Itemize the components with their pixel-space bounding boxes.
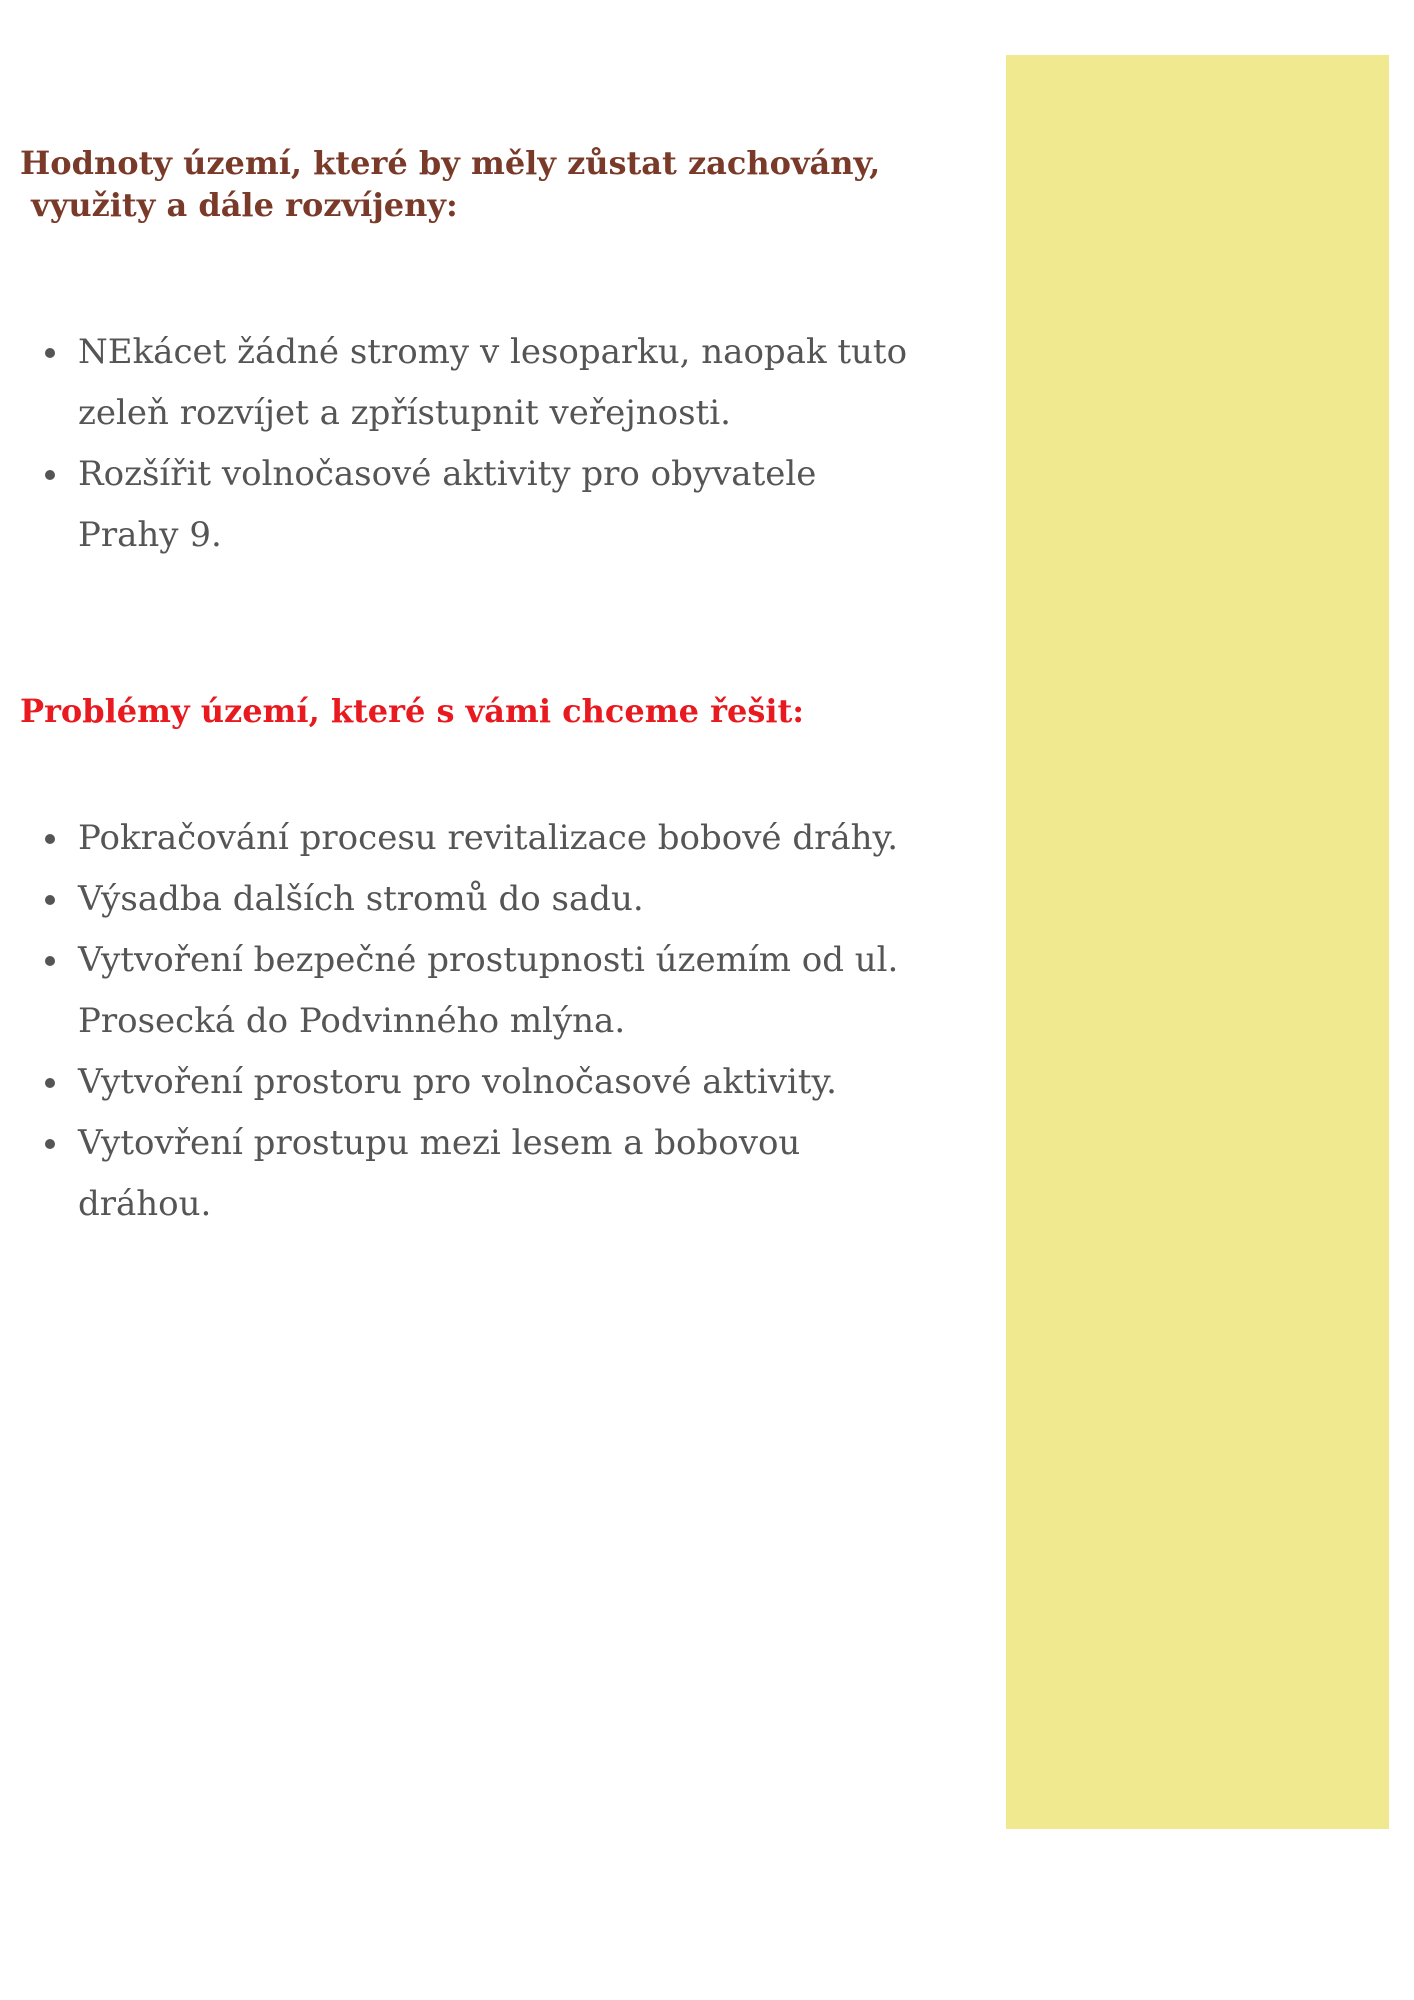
bullet-icon xyxy=(45,1078,55,1088)
list-item-line: Vytvoření prostoru pro volnočasové aktivity. xyxy=(78,1062,837,1102)
list-item xyxy=(20,869,980,930)
list-item-line: NEkácet žádné stromy v lesoparku, naopak tuto xyxy=(78,332,908,372)
list-item-line: Vytovření prostupu mezi lesem a bobovou xyxy=(78,1123,801,1163)
list-item xyxy=(20,808,980,869)
bullet-icon xyxy=(45,834,55,844)
yellow-side-panel xyxy=(1006,55,1389,1829)
bullet-icon xyxy=(45,348,55,358)
bullet-icon xyxy=(45,1139,55,1149)
values-heading-line: Hodnoty území, které by měly zůstat zachovány, xyxy=(20,144,881,182)
list-item xyxy=(20,1113,980,1235)
list-item-line: Výsadba dalších stromů do sadu. xyxy=(78,879,644,919)
list-item xyxy=(20,322,980,444)
list-item-line: zeleň rozvíjet a zpřístupnit veřejnosti. xyxy=(78,393,731,433)
values-heading-line: využity a dále rozvíjeny: xyxy=(20,186,458,224)
list-item-line: dráhou. xyxy=(78,1184,212,1224)
problems-list xyxy=(20,808,980,1235)
list-item-line: Vytvoření bezpečné prostupnosti územím od ul. xyxy=(78,940,899,980)
values-list xyxy=(20,322,980,566)
list-item-line: Rozšířit volnočasové aktivity pro obyvatele xyxy=(78,454,817,494)
list-item xyxy=(20,444,980,566)
bullet-icon xyxy=(45,895,55,905)
problems-heading xyxy=(20,690,980,732)
list-item xyxy=(20,1052,980,1113)
list-item-line: Pokračování procesu revitalizace bobové dráhy. xyxy=(78,818,899,858)
list-item-line: Prahy 9. xyxy=(78,515,222,555)
list-item xyxy=(20,930,980,1052)
values-heading xyxy=(20,142,980,226)
bullet-icon xyxy=(45,956,55,966)
list-item-line: Prosecká do Podvinného mlýna. xyxy=(78,1001,626,1041)
problems-heading-line: Problémy území, které s vámi chceme řešit: xyxy=(20,692,805,730)
bullet-icon xyxy=(45,470,55,480)
